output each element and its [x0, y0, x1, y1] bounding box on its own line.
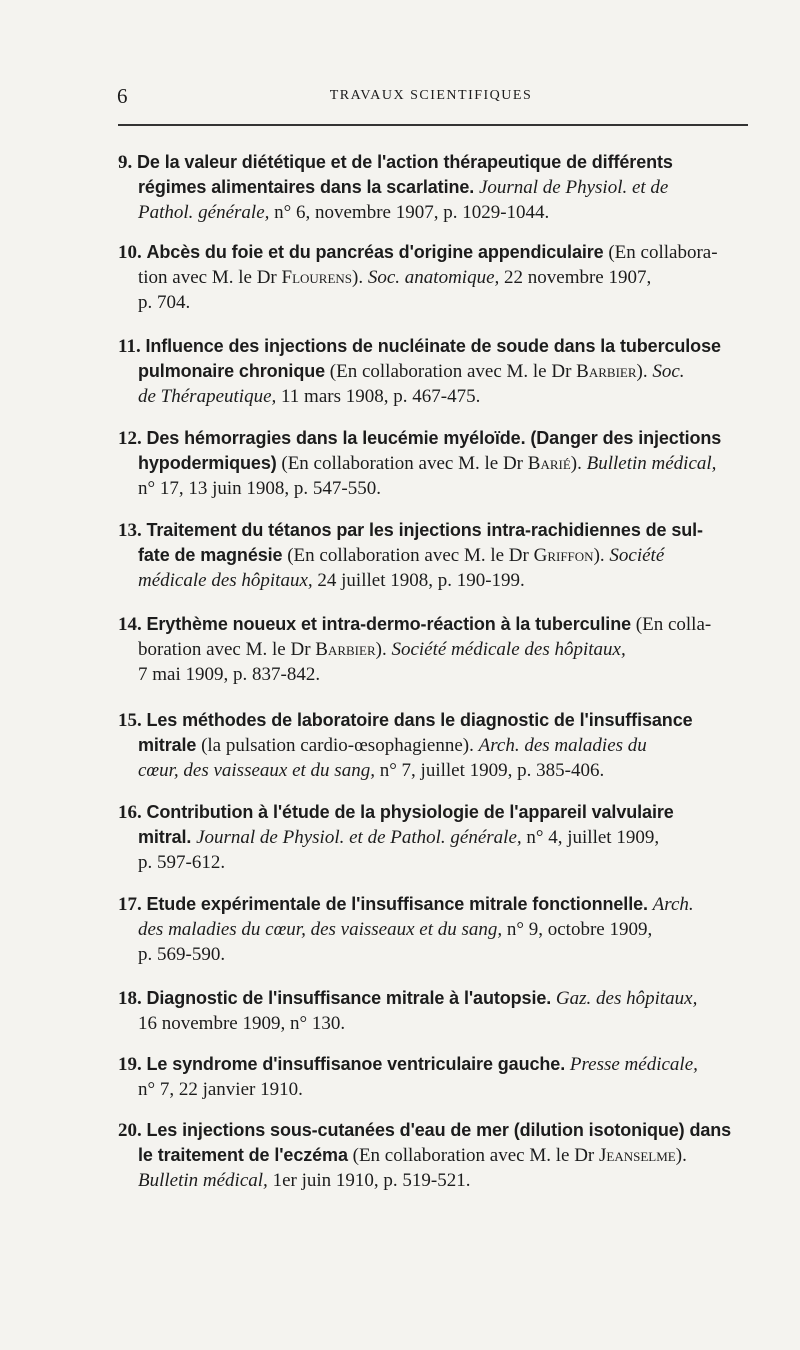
page-number: 6 — [117, 84, 128, 108]
entry-number: 15. — [118, 710, 142, 731]
entry-title: fate de magnésie — [138, 545, 283, 565]
entry-line — [118, 240, 754, 265]
entry-line — [118, 825, 754, 850]
entry-source: Journal de Physiol. et de Pathol. générale, — [196, 827, 522, 848]
collaborator-name: Barbier — [315, 639, 376, 660]
entry-details: 22 novembre 1907, — [504, 267, 652, 288]
entry-line — [118, 518, 754, 543]
entry-source: Bulletin médical, — [138, 1170, 268, 1191]
entry-details: 24 juillet 1908, p. 190-199. — [317, 570, 525, 591]
entry-title: Erythème noueux et intra-dermo-réaction à la tuberculine — [146, 614, 632, 634]
entry-line — [118, 200, 754, 225]
entry-number: 18. — [118, 988, 142, 1009]
entry-line — [118, 1052, 754, 1077]
entry-number: 13. — [118, 520, 142, 541]
entry-title: le traitement de l'eczéma — [138, 1145, 348, 1165]
entry-source: de Thérapeutique, — [138, 386, 277, 407]
entry-details: n° 6, novembre 1907, p. 1029-1044. — [274, 202, 550, 223]
bibliography-entry-15 — [118, 708, 754, 783]
entry-subtitle: (la pulsation cardio-œsophagienne). — [201, 735, 474, 756]
collaborator-name: Jeanselme — [599, 1145, 676, 1166]
entry-title: De la valeur diététique et de l'action thérapeutique de différents — [137, 152, 673, 172]
entry-collaboration: (En collaboration avec M. le Dr — [281, 453, 524, 474]
entry-collaboration: tion avec M. le Dr — [138, 267, 277, 288]
entry-title: hypodermiques) — [138, 453, 277, 473]
entry-title: mitral. — [138, 827, 192, 847]
entry-title: Traitement du tétanos par les injections intra-rachidiennes de sul- — [146, 520, 703, 540]
bibliography-entry-20 — [118, 1118, 754, 1193]
collaborator-name: Flourens — [281, 267, 353, 288]
entry-source: Société — [609, 545, 665, 566]
entry-details: n° 4, juillet 1909, — [526, 827, 660, 848]
entry-line — [118, 1077, 754, 1102]
bibliography-entry-18 — [118, 986, 754, 1036]
entry-number: 16. — [118, 802, 142, 823]
entry-line: tion avec M. le Dr Flourens). Soc. anatomique, 22 novembre 1907, — [138, 267, 652, 288]
entry-title: Etude expérimentale de l'insuffisance mitrale fonctionnelle. — [146, 894, 648, 914]
entry-line: pulmonaire chronique (En collaboration avec M. le Dr Barbier). Soc. — [138, 361, 685, 382]
entry-source: cœur, des vaisseaux et du sang, — [138, 760, 375, 781]
entry-details: p. 597-612. — [138, 852, 226, 873]
entry-line — [118, 708, 754, 733]
entry-line — [118, 150, 754, 175]
entry-title: Abcès du foie et du pancréas d'origine appendiculaire — [146, 242, 604, 262]
collaborator-name: Griffon — [533, 545, 594, 566]
entry-details: p. 704. — [138, 292, 191, 313]
entry-line — [118, 850, 754, 875]
running-title: TRAVAUX SCIENTIFIQUES — [329, 88, 533, 103]
entry-line — [118, 1168, 754, 1193]
bibliography-entry-13 — [118, 518, 754, 593]
entry-title: régimes alimentaires dans la scarlatine. — [138, 177, 475, 197]
entry-number: 17. — [118, 894, 142, 915]
entry-title: Les méthodes de laboratoire dans le diagnostic de l'insuffisance — [146, 710, 693, 730]
entry-line — [118, 426, 754, 451]
entry-number: 20. — [118, 1120, 142, 1141]
entry-line — [118, 1011, 754, 1036]
collaborator-name: Barbier — [576, 361, 637, 382]
entry-line — [118, 175, 754, 200]
entry-line — [118, 1118, 754, 1143]
bibliography-entry-9 — [118, 150, 754, 225]
entry-details: p. 569-590. — [138, 944, 226, 965]
entry-collaboration: (En collabora- — [608, 242, 718, 263]
entry-line — [118, 290, 754, 315]
entry-title: Contribution à l'étude de la physiologie de l'appareil valvulaire — [146, 802, 674, 822]
entry-title: Des hémorragies dans la leucémie myéloïde. (Danger des injections — [146, 428, 722, 448]
entry-source: Presse médicale, — [569, 1054, 698, 1075]
entry-source: Bulletin médical, — [586, 453, 717, 474]
entry-line — [118, 612, 754, 637]
entry-line — [118, 733, 754, 758]
entry-source: Soc. — [652, 361, 685, 382]
entry-line: hypodermiques) (En collaboration avec M. le Dr Barié). Bulletin médical, — [138, 453, 717, 474]
entry-collaboration: (En collaboration avec M. le Dr — [287, 545, 529, 566]
entry-line — [118, 384, 754, 409]
entry-source: médicale des hôpitaux, — [138, 570, 313, 591]
entry-details: 7 mai 1909, p. 837-842. — [138, 664, 321, 685]
entry-source: Arch. des maladies du — [478, 735, 647, 756]
entry-title: pulmonaire chronique — [138, 361, 326, 381]
bibliography-entry-11 — [118, 334, 754, 409]
entry-line — [118, 942, 754, 967]
entry-details: 16 novembre 1909, n° 130. — [138, 1013, 346, 1034]
entry-line — [118, 892, 754, 917]
header-rule — [118, 124, 748, 126]
entry-source: Pathol. générale, — [138, 202, 270, 223]
entry-details: n° 7, juillet 1909, p. 385-406. — [379, 760, 605, 781]
entry-source: Société médicale des hôpitaux, — [391, 639, 626, 660]
entry-source: Soc. anatomique, — [367, 267, 500, 288]
entry-number: 9. — [118, 152, 133, 173]
entry-details: n° 17, 13 juin 1908, p. 547-550. — [138, 478, 381, 499]
entry-line — [118, 476, 754, 501]
entry-title: mitrale — [138, 735, 197, 755]
entry-number: 11. — [118, 336, 141, 357]
entry-line: fate de magnésie (En collaboration avec M. le Dr Griffon). Société — [138, 545, 665, 566]
bibliography-entry-19 — [118, 1052, 754, 1102]
entry-number: 14. — [118, 614, 142, 635]
entry-collaboration: (En colla- — [635, 614, 712, 635]
entry-line: boration avec M. le Dr Barbier). Société médicale des hôpitaux, — [138, 639, 626, 660]
entry-collaboration: boration avec M. le Dr — [138, 639, 311, 660]
bibliography-entry-17 — [118, 892, 754, 967]
entry-title: Les injections sous-cutanées d'eau de mer (dilution isotonique) dans — [146, 1120, 732, 1140]
page-header — [112, 84, 750, 108]
entry-details: 11 mars 1908, p. 467-475. — [281, 386, 481, 407]
bibliography-entry-10 — [118, 240, 754, 315]
entry-source: des maladies du cœur, des vaisseaux et du sang, — [138, 919, 503, 940]
entry-title: Influence des injections de nucléinate de soude dans la tuberculose — [145, 336, 721, 356]
entry-line: le traitement de l'eczéma (En collaboration avec M. le Dr Jeanselme). — [138, 1145, 687, 1166]
entry-collaboration: (En collaboration avec M. le Dr — [352, 1145, 595, 1166]
entry-collaboration: (En collaboration avec M. le Dr — [329, 361, 572, 382]
entry-line — [118, 758, 754, 783]
collaborator-name: Barié — [527, 453, 571, 474]
bibliography-entry-16 — [118, 800, 754, 875]
entry-line — [118, 986, 754, 1011]
entry-number: 19. — [118, 1054, 142, 1075]
entry-source: Gaz. des hôpitaux, — [555, 988, 698, 1009]
entry-title: Le syndrome d'insuffisanoe ventriculaire gauche. — [146, 1054, 566, 1074]
entry-line — [118, 662, 754, 687]
entry-title: Diagnostic de l'insuffisance mitrale à l'autopsie. — [146, 988, 552, 1008]
entry-details: n° 9, octobre 1909, — [506, 919, 653, 940]
bibliography-entry-12 — [118, 426, 754, 501]
entry-line — [118, 917, 754, 942]
entry-line — [118, 568, 754, 593]
entry-details: 1er juin 1910, p. 519-521. — [272, 1170, 471, 1191]
entry-source: Arch. — [652, 894, 694, 915]
entry-details: n° 7, 22 janvier 1910. — [138, 1079, 303, 1100]
entry-source: Journal de Physiol. et de — [478, 177, 669, 198]
entry-number: 10. — [118, 242, 142, 263]
entry-number: 12. — [118, 428, 142, 449]
entry-line — [118, 334, 754, 359]
bibliography-entry-14 — [118, 612, 754, 687]
entry-line — [118, 800, 754, 825]
